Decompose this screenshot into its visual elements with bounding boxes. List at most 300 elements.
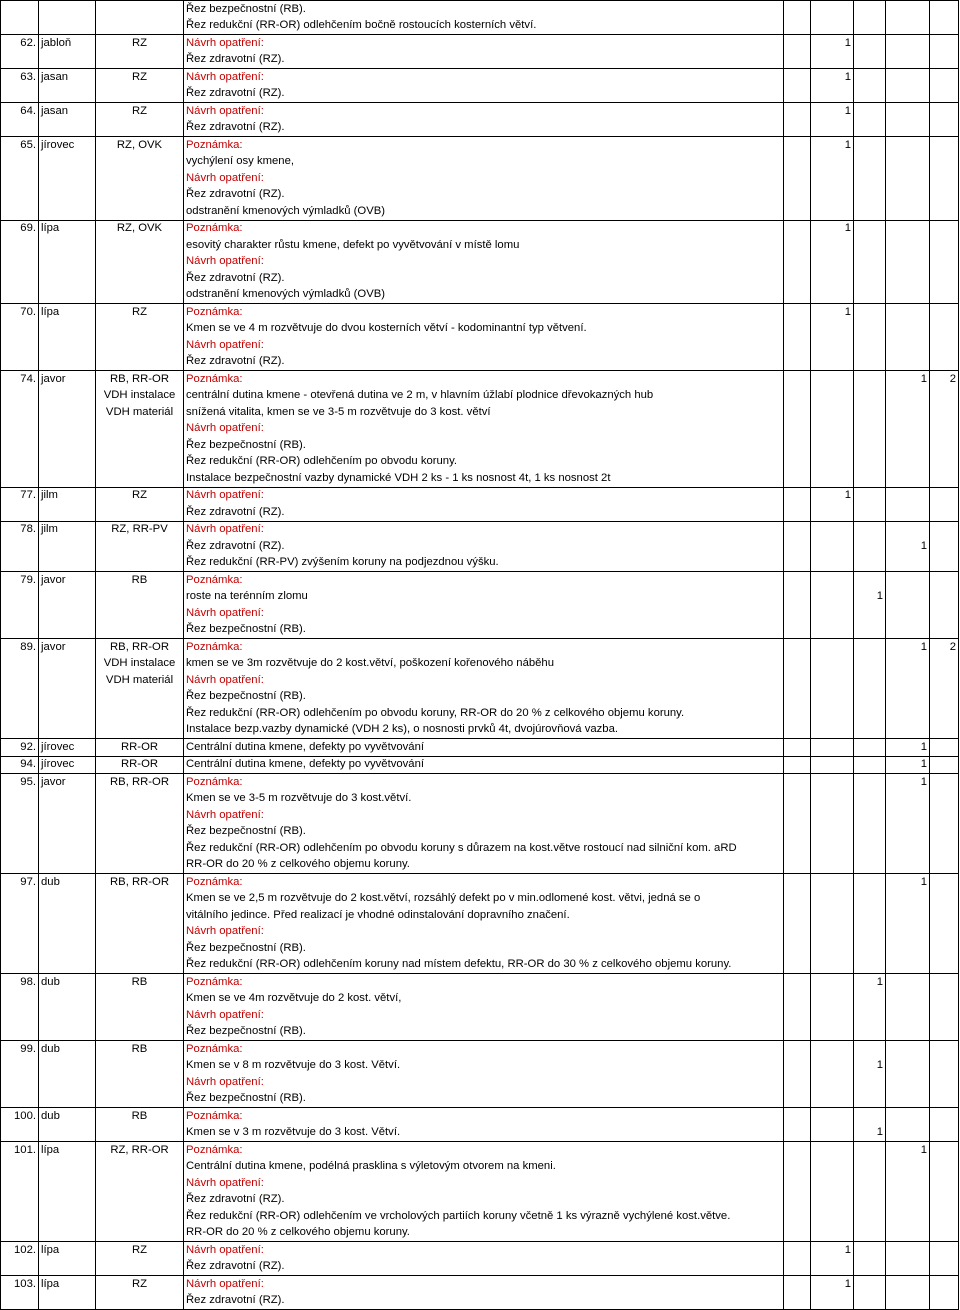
- count-cell: [886, 220, 930, 237]
- count-cell: [886, 454, 930, 471]
- description-text: Kmen se ve 4m rozvětvuje do 2 kost. větví,: [184, 991, 784, 1008]
- table-row: [1, 840, 959, 857]
- description-text: Řez zdravotní (RZ).: [184, 1293, 784, 1310]
- count-cell: [854, 321, 886, 338]
- count-cell: [854, 304, 886, 321]
- count-cell: [886, 270, 930, 287]
- tree-species: jilm: [39, 487, 96, 504]
- measure-code: [96, 187, 184, 204]
- table-row: [1, 170, 959, 187]
- measure-code: RB: [96, 1108, 184, 1125]
- count-cell: [854, 52, 886, 69]
- tree-species: lípa: [39, 1142, 96, 1159]
- count-cell: [784, 504, 811, 521]
- count-cell: [784, 354, 811, 371]
- tree-species: [39, 722, 96, 739]
- table-row: [1, 722, 959, 739]
- count-cell: [784, 774, 811, 791]
- count-cell: [886, 170, 930, 187]
- count-cell: [811, 739, 854, 757]
- description-text: Řez zdravotní (RZ).: [184, 354, 784, 371]
- table-row: [1, 589, 959, 606]
- count-cell: [930, 940, 959, 957]
- tree-number: [1, 187, 39, 204]
- count-cell: [930, 1242, 959, 1259]
- section-label: Návrh opatření:: [184, 1074, 784, 1091]
- section-label: Návrh opatření:: [184, 521, 784, 538]
- tree-number: [1, 991, 39, 1008]
- tree-species: [39, 622, 96, 639]
- count-cell: [811, 756, 854, 774]
- count-cell: [854, 705, 886, 722]
- count-cell: [930, 1208, 959, 1225]
- count-cell: [784, 454, 811, 471]
- tree-species: dub: [39, 874, 96, 891]
- measure-code: [96, 437, 184, 454]
- count-cell: [784, 656, 811, 673]
- table-row: [1, 957, 959, 974]
- count-cell: [930, 840, 959, 857]
- measure-code: [96, 1091, 184, 1108]
- measure-code: [96, 1192, 184, 1209]
- count-cell: [886, 120, 930, 137]
- table-body: [1, 1, 959, 1310]
- count-cell: [784, 1, 811, 18]
- count-cell: [811, 1208, 854, 1225]
- description-text: Kmen se v 8 m rozvětvuje do 3 kost. Větví.: [184, 1058, 784, 1075]
- tree-number: [1, 689, 39, 706]
- table-row: [1, 220, 959, 237]
- count-cell: [886, 940, 930, 957]
- count-cell: [784, 404, 811, 421]
- measure-code: [96, 840, 184, 857]
- measure-code: [96, 120, 184, 137]
- count-cell: [811, 287, 854, 304]
- table-row: [1, 337, 959, 354]
- count-cell: [784, 470, 811, 487]
- table-row: [1, 1276, 959, 1293]
- count-cell: [930, 1125, 959, 1142]
- count-cell: [854, 103, 886, 120]
- table-row: [1, 1225, 959, 1242]
- measure-code: [96, 991, 184, 1008]
- measure-code: RZ, OVK: [96, 137, 184, 154]
- table-row: [1, 622, 959, 639]
- count-cell: [784, 605, 811, 622]
- section-label: Návrh opatření:: [184, 35, 784, 52]
- description-text: snížená vitalita, kmen se ve 3-5 m rozvětvuje do 3 kost. větví: [184, 404, 784, 421]
- count-cell: [930, 756, 959, 774]
- measure-code: [96, 857, 184, 874]
- count-cell: [811, 605, 854, 622]
- count-cell: [854, 1259, 886, 1276]
- table-row: [1, 137, 959, 154]
- count-value: 1: [886, 1142, 930, 1159]
- count-value: 1: [854, 589, 886, 606]
- table-row: [1, 1, 959, 18]
- count-cell: [854, 639, 886, 656]
- count-cell: [930, 1041, 959, 1058]
- count-cell: [886, 1293, 930, 1310]
- tree-number: [1, 891, 39, 908]
- measure-code: RZ, OVK: [96, 220, 184, 237]
- section-label: Návrh opatření:: [184, 1276, 784, 1293]
- table-row: [1, 924, 959, 941]
- count-cell: [784, 1259, 811, 1276]
- count-cell: [886, 656, 930, 673]
- count-cell: [886, 824, 930, 841]
- count-cell: [930, 237, 959, 254]
- count-cell: [854, 35, 886, 52]
- table-row: [1, 371, 959, 388]
- measure-code: [96, 891, 184, 908]
- tree-species: [39, 1192, 96, 1209]
- count-cell: [854, 672, 886, 689]
- tree-species: javor: [39, 639, 96, 656]
- measure-code: [96, 203, 184, 220]
- table-row: [1, 974, 959, 991]
- table-row: [1, 791, 959, 808]
- measure-code: [96, 504, 184, 521]
- count-cell: [784, 722, 811, 739]
- count-cell: [930, 154, 959, 171]
- tree-species: [39, 840, 96, 857]
- count-value: 1: [886, 756, 930, 774]
- tree-number: [1, 18, 39, 35]
- count-cell: [854, 1208, 886, 1225]
- count-cell: [930, 521, 959, 538]
- count-value: 1: [811, 220, 854, 237]
- tree-species: [39, 337, 96, 354]
- count-cell: [811, 957, 854, 974]
- count-cell: [854, 270, 886, 287]
- measure-code: RR-OR: [96, 739, 184, 757]
- count-cell: [784, 1007, 811, 1024]
- table-row: [1, 154, 959, 171]
- count-cell: [930, 354, 959, 371]
- count-cell: [854, 572, 886, 589]
- table-row: [1, 907, 959, 924]
- count-cell: [930, 907, 959, 924]
- count-cell: [784, 991, 811, 1008]
- count-cell: [886, 1125, 930, 1142]
- description-text: Řez zdravotní (RZ).: [184, 120, 784, 137]
- count-value: 1: [854, 1058, 886, 1075]
- table-row: [1, 1192, 959, 1209]
- description-text: Kmen se v 3 m rozvětvuje do 3 kost. Větví.: [184, 1125, 784, 1142]
- tree-number: [1, 1007, 39, 1024]
- count-cell: [854, 891, 886, 908]
- count-cell: [854, 18, 886, 35]
- tree-species: lípa: [39, 304, 96, 321]
- count-cell: [854, 504, 886, 521]
- table-row: [1, 639, 959, 656]
- tree-species: [39, 86, 96, 103]
- tree-number: [1, 622, 39, 639]
- tree-species: dub: [39, 1108, 96, 1125]
- description-text: Řez zdravotní (RZ).: [184, 270, 784, 287]
- tree-species: [39, 791, 96, 808]
- table-row: [1, 1091, 959, 1108]
- table-row: [1, 404, 959, 421]
- count-cell: [854, 756, 886, 774]
- count-cell: [886, 807, 930, 824]
- count-cell: [811, 187, 854, 204]
- count-cell: [784, 18, 811, 35]
- tree-number: 101.: [1, 1142, 39, 1159]
- count-cell: [886, 437, 930, 454]
- tree-number: [1, 454, 39, 471]
- tree-species: jasan: [39, 103, 96, 120]
- tree-number: [1, 254, 39, 271]
- section-label: Poznámka:: [184, 874, 784, 891]
- count-cell: [854, 1108, 886, 1125]
- count-cell: [784, 840, 811, 857]
- count-cell: [886, 1041, 930, 1058]
- section-label: Návrh opatření:: [184, 672, 784, 689]
- description-text: Řez zdravotní (RZ).: [184, 504, 784, 521]
- count-cell: [854, 287, 886, 304]
- table-row: [1, 103, 959, 120]
- measure-code: [96, 1125, 184, 1142]
- table-row: [1, 774, 959, 791]
- table-row: [1, 1058, 959, 1075]
- measure-code: [96, 337, 184, 354]
- tree-number: [1, 1225, 39, 1242]
- section-label: Poznámka:: [184, 371, 784, 388]
- measure-code: RB: [96, 572, 184, 589]
- section-label: Návrh opatření:: [184, 807, 784, 824]
- measure-code: RZ: [96, 103, 184, 120]
- count-cell: [930, 991, 959, 1008]
- measure-code: RZ, RR-PV: [96, 521, 184, 538]
- count-cell: [811, 622, 854, 639]
- count-cell: [784, 1058, 811, 1075]
- measure-code: RB, RR-OR: [96, 371, 184, 388]
- tree-number: [1, 154, 39, 171]
- measure-code: [96, 1058, 184, 1075]
- count-cell: [886, 1, 930, 18]
- measure-code: [96, 807, 184, 824]
- count-cell: [854, 689, 886, 706]
- measure-code: RZ, RR-OR: [96, 1142, 184, 1159]
- count-value: 1: [811, 304, 854, 321]
- count-cell: [886, 137, 930, 154]
- count-cell: [886, 521, 930, 538]
- tree-species: [39, 287, 96, 304]
- measure-code: [96, 1, 184, 18]
- section-label: Návrh opatření:: [184, 69, 784, 86]
- tree-species: jasan: [39, 69, 96, 86]
- count-cell: [886, 187, 930, 204]
- count-cell: [930, 388, 959, 405]
- count-cell: [930, 807, 959, 824]
- tree-species: [39, 1208, 96, 1225]
- count-cell: [784, 371, 811, 388]
- count-cell: [886, 1024, 930, 1041]
- tree-number: [1, 957, 39, 974]
- tree-number: [1, 1208, 39, 1225]
- count-cell: [930, 35, 959, 52]
- tree-species: lípa: [39, 1242, 96, 1259]
- count-cell: [886, 907, 930, 924]
- count-cell: [811, 470, 854, 487]
- count-cell: [811, 1024, 854, 1041]
- tree-number: [1, 538, 39, 555]
- count-cell: [811, 1091, 854, 1108]
- count-cell: [854, 69, 886, 86]
- count-value: 2: [930, 639, 959, 656]
- description-text: Řez bezpečnostní (RB).: [184, 1, 784, 18]
- tree-number: 97.: [1, 874, 39, 891]
- count-cell: [930, 1159, 959, 1176]
- count-cell: [886, 957, 930, 974]
- count-cell: [854, 791, 886, 808]
- table-row: [1, 521, 959, 538]
- measure-code: [96, 254, 184, 271]
- measure-code: [96, 1293, 184, 1310]
- count-cell: [854, 957, 886, 974]
- section-label: Návrh opatření:: [184, 421, 784, 438]
- table-row: [1, 1142, 959, 1159]
- count-cell: [854, 874, 886, 891]
- section-label: Poznámka:: [184, 974, 784, 991]
- tree-species: jilm: [39, 521, 96, 538]
- count-cell: [930, 791, 959, 808]
- count-cell: [784, 1208, 811, 1225]
- description-text: odstranění kmenových výmladků (OVB): [184, 203, 784, 220]
- count-cell: [930, 874, 959, 891]
- count-cell: [784, 1159, 811, 1176]
- count-cell: [886, 991, 930, 1008]
- section-label: Návrh opatření:: [184, 924, 784, 941]
- count-cell: [930, 86, 959, 103]
- tree-species: [39, 656, 96, 673]
- count-cell: [811, 388, 854, 405]
- count-cell: [811, 891, 854, 908]
- count-cell: [854, 354, 886, 371]
- tree-species: [39, 120, 96, 137]
- tree-number: [1, 170, 39, 187]
- count-cell: [854, 470, 886, 487]
- tree-species: [39, 672, 96, 689]
- count-value: 1: [811, 35, 854, 52]
- tree-number: 63.: [1, 69, 39, 86]
- count-cell: [886, 86, 930, 103]
- count-cell: [930, 689, 959, 706]
- tree-species: [39, 237, 96, 254]
- tree-number: [1, 1159, 39, 1176]
- tree-number: [1, 1074, 39, 1091]
- measure-code: RZ: [96, 35, 184, 52]
- count-cell: [930, 220, 959, 237]
- tree-species: [39, 891, 96, 908]
- count-cell: [930, 1091, 959, 1108]
- count-cell: [930, 254, 959, 271]
- count-cell: [784, 974, 811, 991]
- table-row: [1, 1259, 959, 1276]
- count-cell: [811, 1175, 854, 1192]
- count-cell: [886, 705, 930, 722]
- count-cell: [854, 555, 886, 572]
- tree-number: 92.: [1, 739, 39, 757]
- table-row: [1, 304, 959, 321]
- measure-code: [96, 924, 184, 941]
- description-text: Kmen se ve 2,5 m rozvětvuje do 2 kost.větví, rozsáhlý defekt po v min.odlomené kost. větvi, jedná se o: [184, 891, 784, 908]
- count-cell: [930, 605, 959, 622]
- tree-species: jabloň: [39, 35, 96, 52]
- measure-code: [96, 1159, 184, 1176]
- table-row: [1, 1208, 959, 1225]
- count-cell: [886, 18, 930, 35]
- count-cell: [811, 86, 854, 103]
- count-cell: [854, 1276, 886, 1293]
- count-cell: [811, 840, 854, 857]
- table-row: [1, 705, 959, 722]
- count-cell: [854, 1192, 886, 1209]
- table-row: [1, 824, 959, 841]
- description-text: Řez redukční (RR-OR) odlehčením koruny nad místem defektu, RR-OR do 30 % z celkového objemu koruny.: [184, 957, 784, 974]
- table-row: [1, 35, 959, 52]
- section-label: Návrh opatření:: [184, 254, 784, 271]
- measure-code: [96, 722, 184, 739]
- count-cell: [811, 689, 854, 706]
- count-cell: [930, 337, 959, 354]
- tree-number: [1, 656, 39, 673]
- measure-code: [96, 237, 184, 254]
- count-cell: [811, 454, 854, 471]
- count-cell: [784, 1091, 811, 1108]
- tree-species: jírovec: [39, 756, 96, 774]
- tree-number: 94.: [1, 756, 39, 774]
- count-cell: [784, 120, 811, 137]
- tree-species: [39, 1091, 96, 1108]
- section-label: Návrh opatření:: [184, 1007, 784, 1024]
- count-cell: [811, 555, 854, 572]
- count-cell: [784, 807, 811, 824]
- measure-code: RZ: [96, 1242, 184, 1259]
- count-cell: [854, 622, 886, 639]
- description-text: Řez zdravotní (RZ).: [184, 1259, 784, 1276]
- table-row: [1, 1108, 959, 1125]
- count-cell: [930, 487, 959, 504]
- measure-code: [96, 354, 184, 371]
- count-cell: [811, 824, 854, 841]
- count-cell: [784, 1041, 811, 1058]
- table-row: [1, 891, 959, 908]
- count-cell: [854, 1074, 886, 1091]
- tree-species: [39, 421, 96, 438]
- measure-code: [96, 1074, 184, 1091]
- count-cell: [784, 220, 811, 237]
- count-cell: [854, 437, 886, 454]
- count-cell: [930, 304, 959, 321]
- tree-species: dub: [39, 974, 96, 991]
- count-cell: [886, 1192, 930, 1209]
- tree-species: [39, 254, 96, 271]
- count-cell: [784, 572, 811, 589]
- tree-species: [39, 924, 96, 941]
- tree-species: [39, 1007, 96, 1024]
- tree-number: [1, 120, 39, 137]
- description-text: roste na terénním zlomu: [184, 589, 784, 606]
- count-cell: [886, 1242, 930, 1259]
- count-cell: [854, 722, 886, 739]
- measure-code: [96, 791, 184, 808]
- table-row: [1, 1041, 959, 1058]
- measure-code: RZ: [96, 304, 184, 321]
- count-cell: [930, 957, 959, 974]
